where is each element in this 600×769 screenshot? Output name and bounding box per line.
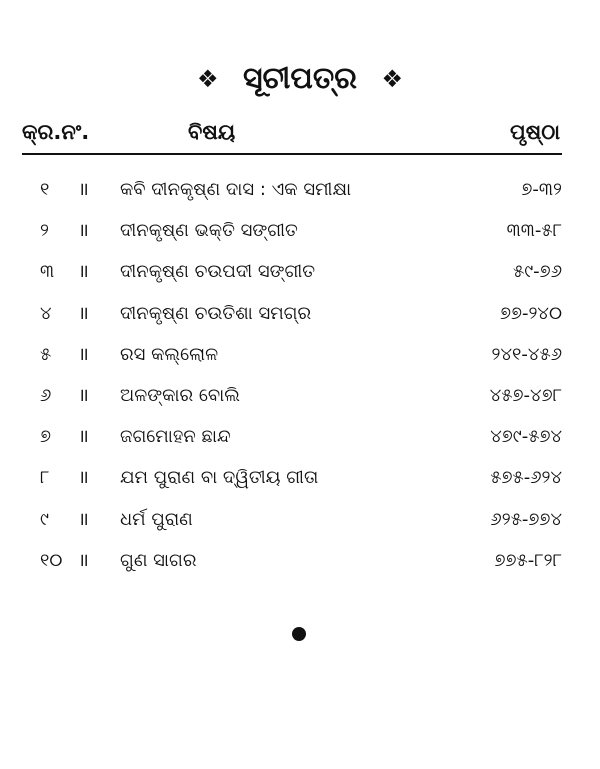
entry-pages: ୩୩-୫୮ [506, 220, 562, 242]
entry-separator: ॥ [78, 508, 90, 530]
entry-number: ୯ [40, 508, 49, 530]
entry-number: ୭ [40, 426, 52, 448]
entry-separator: ॥ [78, 302, 90, 324]
entry-pages: ୭୭-୨୪୦ [499, 302, 562, 324]
entry-number: ୩ [40, 261, 55, 283]
entry-pages: ୪୫୭-୪୭୮ [489, 384, 562, 406]
entry-subject: ଗୁଣ ସାଗର [120, 549, 197, 571]
entry-number: ୫ [40, 343, 52, 365]
entry-subject: ଯମ ପୁରାଣ ବା ଦ୍ୱିତୀୟ ଗୀତା [120, 467, 319, 489]
entry-separator: ॥ [78, 384, 90, 406]
diamond-ornament-icon: ❖ [381, 64, 403, 93]
toc-header [22, 120, 562, 154]
end-bullet-icon [292, 627, 306, 641]
entry-separator: ॥ [78, 261, 90, 283]
entry-subject: ଧର୍ମ ପୁରାଣ [120, 508, 193, 530]
entry-separator: ॥ [78, 549, 90, 571]
entry-separator: ॥ [78, 426, 90, 448]
entry-separator: ॥ [78, 467, 90, 489]
entry-pages: ୫୭୫-୬୨୪ [490, 467, 562, 489]
header-page: ପୃଷ୍ଠା [509, 120, 560, 144]
header-serial: କ୍ର.ନଂ. [22, 120, 90, 144]
toc-entry-5 [22, 341, 562, 382]
entry-pages: ୬୨୫-୭୭୪ [490, 508, 562, 530]
entry-pages: ୭୭୫-୮୨୮ [494, 549, 562, 571]
toc-entry-10 [22, 547, 562, 588]
entry-number: ୧ [40, 179, 50, 200]
toc-entry-8 [22, 464, 562, 505]
toc-entry-3 [22, 258, 562, 299]
entry-pages: ୭-୩୨ [521, 179, 562, 200]
entry-number: ୧୦ [40, 549, 63, 571]
entry-subject: କବି ଦୀନକୃଷ୍ଣ ଦାସ : ଏକ ସମୀକ୍ଷା [120, 179, 352, 200]
entry-number: ୮ [40, 467, 50, 489]
entry-pages: ୨୪୧-୪୫୬ [491, 343, 562, 365]
diamond-ornament-icon: ❖ [197, 64, 219, 93]
entry-pages: ୫୯-୭୬ [513, 261, 562, 283]
header-divider [22, 153, 562, 155]
entry-subject: ଦୀନକୃଷ୍ଣ ଚଉପଦୀ ସଙ୍ଗୀତ [120, 261, 316, 283]
toc-entry-7 [22, 423, 562, 464]
entry-subject: ଦୀନକୃଷ୍ଣ ଭକ୍ତି ସଙ୍ଗୀତ [120, 220, 298, 242]
entry-subject: ଜଗମୋହନ ଛାନ୍ଦ [120, 426, 231, 448]
entry-separator: ॥ [78, 179, 90, 200]
toc-entry-6 [22, 382, 562, 423]
entry-subject: ଦୀନକୃଷ୍ଣ ଚଉତିଶା ସମଗ୍ର [120, 302, 312, 324]
entry-separator: ॥ [78, 220, 90, 242]
header-subject: ବିଷୟ [188, 120, 236, 144]
toc-entry-2 [22, 217, 562, 258]
entry-separator: ॥ [78, 343, 90, 365]
entry-subject: ଅଳଙ୍କାର ବୋଲି [120, 384, 240, 406]
entry-subject: ରସ କଲ୍ଲୋଳ [120, 343, 219, 365]
page-title-block [0, 58, 600, 99]
entry-number: ୨ [40, 220, 49, 242]
toc-entry-9 [22, 506, 562, 547]
toc-entry-4 [22, 300, 562, 341]
entry-number: ୪ [40, 302, 52, 324]
toc-list [22, 176, 562, 588]
toc-entry-1 [22, 176, 562, 217]
entry-pages: ୪୭୯-୫୭୪ [490, 426, 562, 448]
entry-number: ୬ [40, 384, 52, 406]
page-title: ସୂଚୀପତ୍ର [243, 60, 357, 96]
